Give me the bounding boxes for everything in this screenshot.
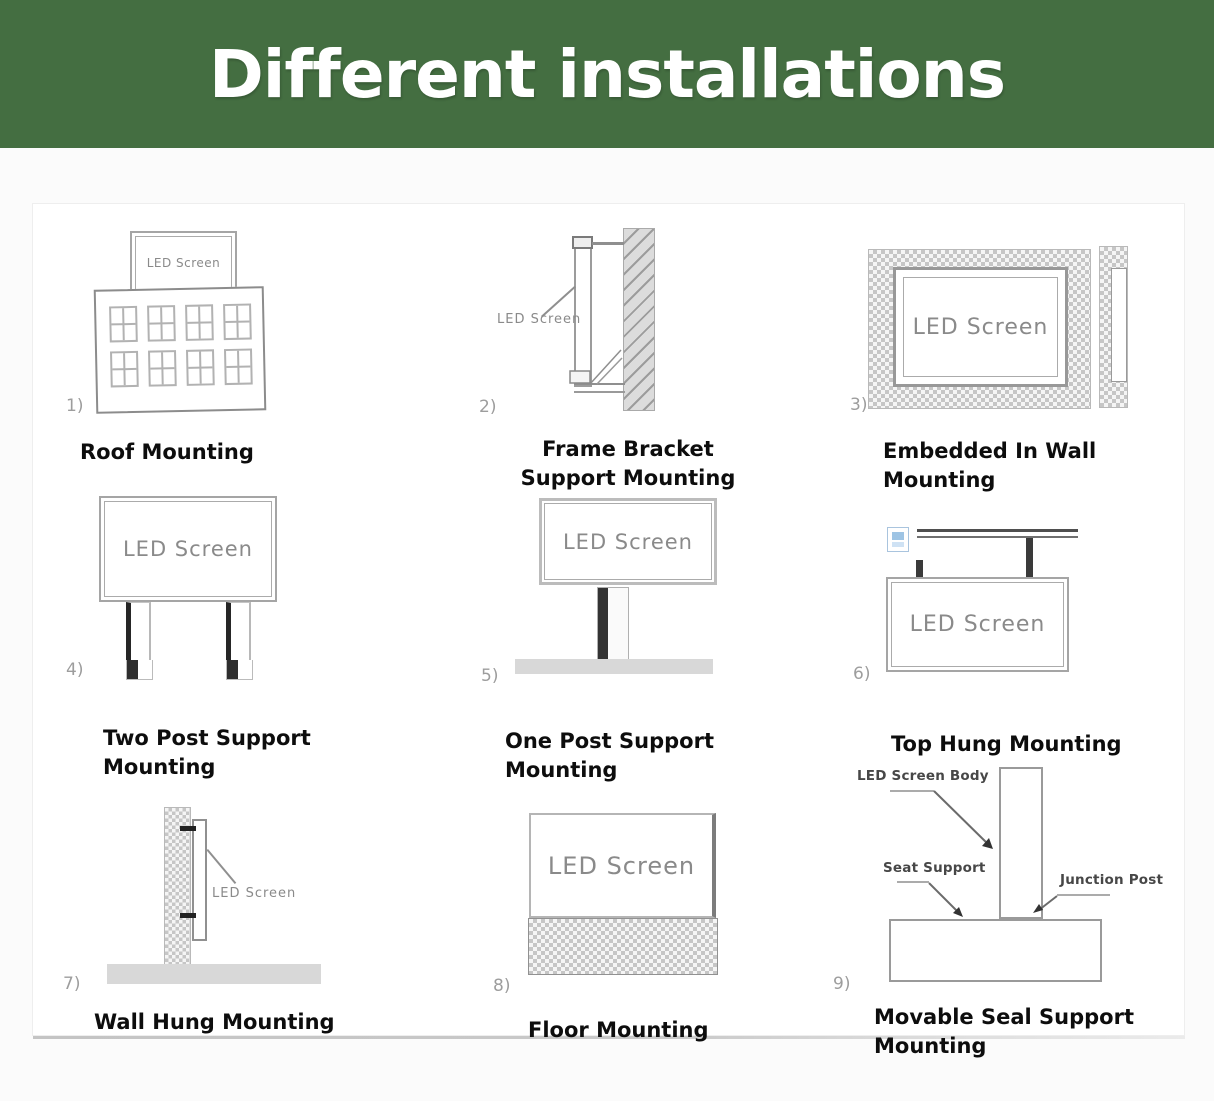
figure-number: 3) bbox=[850, 395, 868, 415]
hanger-bar bbox=[1026, 538, 1033, 579]
led-screen-label: LED Screen bbox=[562, 529, 693, 554]
support-post bbox=[226, 602, 251, 660]
caption-floor-mounting: Floor Mounting bbox=[528, 1018, 709, 1042]
led-screen-face bbox=[104, 501, 272, 597]
led-screen-box bbox=[99, 496, 277, 602]
window-icon bbox=[186, 349, 215, 386]
led-screen-face bbox=[135, 236, 232, 290]
led-screen-label: LED Screen bbox=[146, 256, 221, 270]
annotation-seat-support: Seat Support bbox=[883, 860, 986, 876]
led-screen-face bbox=[891, 582, 1064, 667]
caption-movable-seal-support-mounting: Movable Seal Support Mounting bbox=[874, 1005, 1134, 1058]
ground-bar bbox=[515, 659, 713, 674]
bracket-arm bbox=[592, 242, 624, 245]
led-screen-label: LED Screen bbox=[909, 612, 1046, 637]
support-post bbox=[126, 602, 151, 660]
top-bracket bbox=[572, 236, 593, 249]
led-screen-face bbox=[544, 503, 712, 580]
wall-column bbox=[164, 807, 191, 967]
figure-number: 1) bbox=[66, 396, 84, 416]
window-icon bbox=[109, 306, 138, 343]
led-screen-label: LED Screen bbox=[497, 312, 582, 327]
support-post bbox=[597, 587, 629, 661]
caption-roof-mounting: Roof Mounting bbox=[80, 440, 254, 464]
mounting-bolt bbox=[180, 913, 196, 918]
led-screen-label: LED Screen bbox=[912, 314, 1049, 340]
led-screen-box bbox=[539, 498, 717, 585]
led-screen-side-view bbox=[192, 819, 207, 941]
caption-one-post-support-mounting: One Post Support Mounting bbox=[505, 729, 714, 782]
window-icon bbox=[110, 351, 139, 388]
window-icon bbox=[185, 304, 214, 341]
led-screen-label: LED Screen bbox=[212, 886, 297, 901]
led-screen-box bbox=[886, 577, 1069, 672]
icon-glyph bbox=[892, 542, 904, 547]
icon-glyph bbox=[892, 532, 904, 540]
figure-number: 5) bbox=[481, 666, 499, 686]
image-placeholder-icon bbox=[887, 527, 909, 552]
led-screen-box bbox=[893, 267, 1068, 387]
caption-embedded-in-wall-mounting: Embedded In Wall Mounting bbox=[883, 439, 1097, 492]
led-screen-box bbox=[529, 813, 716, 918]
caption-frame-bracket-support-mounting: Frame Bracket Support Mounting bbox=[520, 437, 736, 490]
led-screen-label: LED Screen bbox=[547, 851, 696, 880]
figure-number: 4) bbox=[66, 660, 84, 680]
caption-wall-hung-mounting: Wall Hung Mounting bbox=[94, 1010, 335, 1034]
building bbox=[94, 286, 267, 414]
window-icon bbox=[224, 348, 253, 385]
led-screen-label: LED Screen bbox=[122, 537, 253, 561]
mounting-bolt bbox=[180, 826, 196, 831]
figure-number: 7) bbox=[63, 974, 81, 994]
floor-base bbox=[528, 918, 718, 975]
page-title: Different installations bbox=[209, 35, 1005, 113]
header-banner bbox=[0, 0, 1214, 148]
annotation-junction-post: Junction Post bbox=[1060, 872, 1164, 888]
figure-number: 6) bbox=[853, 664, 871, 684]
bottom-bracket-drawing bbox=[560, 328, 660, 400]
window-icon bbox=[223, 304, 252, 341]
annotation-led-screen-body: LED Screen Body bbox=[857, 768, 989, 784]
figure-number: 2) bbox=[479, 397, 497, 417]
figure-number: 9) bbox=[833, 974, 851, 994]
ground-bar bbox=[107, 964, 321, 984]
window-icon bbox=[148, 350, 177, 387]
window-icon bbox=[147, 305, 176, 342]
caption-top-hung-mounting: Top Hung Mounting bbox=[891, 732, 1122, 756]
led-screen-side-view bbox=[1111, 268, 1127, 382]
post-foot bbox=[226, 660, 253, 680]
ceiling-beam bbox=[917, 529, 1078, 538]
figure-number: 8) bbox=[493, 976, 511, 996]
post-foot bbox=[126, 660, 153, 680]
caption-two-post-support-mounting: Two Post Support Mounting bbox=[103, 726, 311, 779]
led-screen-box bbox=[130, 231, 237, 295]
